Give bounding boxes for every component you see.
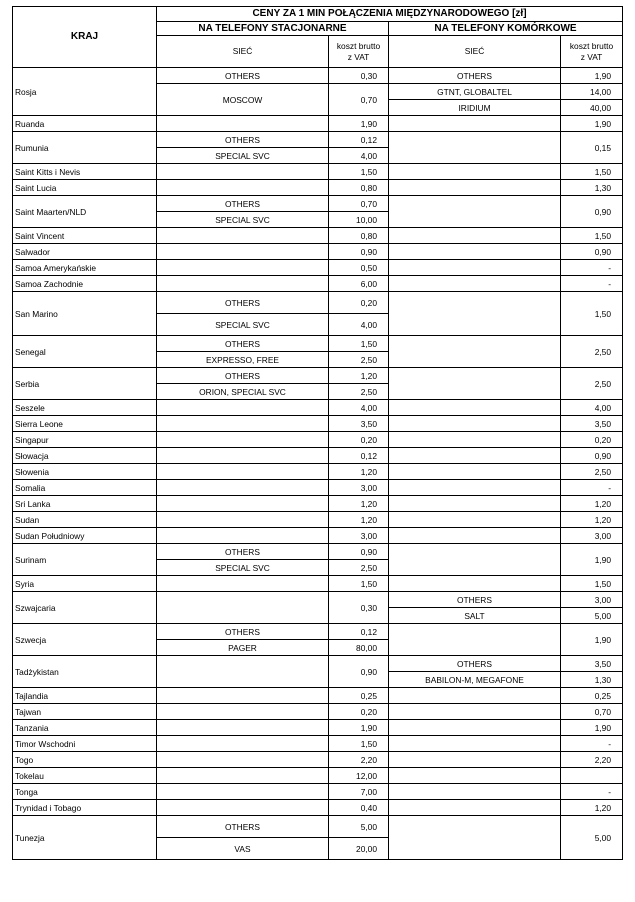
mobile-price: 3,00 (561, 592, 623, 608)
mobile-price: - (561, 736, 623, 752)
landline-price: 1,20 (329, 496, 389, 512)
landline-price: 0,30 (329, 592, 389, 624)
landline-network: SPECIAL SVC (157, 314, 329, 336)
mobile-price: 2,50 (561, 464, 623, 480)
mobile-network (389, 400, 561, 416)
mobile-price: 40,00 (561, 100, 623, 116)
landline-price: 0,25 (329, 688, 389, 704)
table-row (13, 720, 623, 736)
mobile-network (389, 260, 561, 276)
country-name: Surinam (13, 544, 157, 576)
mobile-price: 0,90 (561, 244, 623, 260)
landline-network: SPECIAL SVC (157, 560, 329, 576)
mobile-price: 2,50 (561, 336, 623, 368)
landline-price: 2,50 (329, 560, 389, 576)
landline-network (157, 116, 329, 132)
landline-price: 6,00 (329, 276, 389, 292)
country-name: Salwador (13, 244, 157, 260)
landline-network (157, 260, 329, 276)
landline-price: 7,00 (329, 784, 389, 800)
table-row (13, 768, 623, 784)
country-name: Syria (13, 576, 157, 592)
landline-network (157, 512, 329, 528)
mobile-network (389, 368, 561, 400)
country-name: Saint Kitts i Nevis (13, 164, 157, 180)
mobile-price: 0,70 (561, 704, 623, 720)
landline-network (157, 228, 329, 244)
mobile-network (389, 132, 561, 164)
mobile-network (389, 528, 561, 544)
mobile-header: NA TELEFONY KOMÓRKOWE (389, 22, 623, 36)
mobile-network (389, 228, 561, 244)
mobile-price: 1,20 (561, 512, 623, 528)
mobile-network (389, 292, 561, 336)
country-name: Trynidad i Tobago (13, 800, 157, 816)
landline-network (157, 400, 329, 416)
table-row (13, 164, 623, 180)
mobile-network (389, 544, 561, 576)
table-row (13, 416, 623, 432)
landline-network: OTHERS (157, 132, 329, 148)
table-row (13, 180, 623, 196)
mobile-network (389, 480, 561, 496)
table-row (13, 800, 623, 816)
landline-network: OTHERS (157, 68, 329, 84)
mobile-price: 1,30 (561, 672, 623, 688)
landline-network-header: SIEĆ (157, 36, 329, 68)
landline-network: OTHERS (157, 624, 329, 640)
mobile-network (389, 164, 561, 180)
landline-network: EXPRESSO, FREE (157, 352, 329, 368)
table-row (13, 496, 623, 512)
mobile-network (389, 336, 561, 368)
landline-price: 0,30 (329, 68, 389, 84)
landline-network: SPECIAL SVC (157, 148, 329, 164)
country-name: Seszele (13, 400, 157, 416)
mobile-network: OTHERS (389, 68, 561, 84)
mobile-price: 4,00 (561, 400, 623, 416)
mobile-network (389, 448, 561, 464)
landline-network (157, 768, 329, 784)
landline-price: 3,50 (329, 416, 389, 432)
landline-price: 1,90 (329, 720, 389, 736)
landline-price: 1,20 (329, 464, 389, 480)
landline-network (157, 464, 329, 480)
country-name: Sri Lanka (13, 496, 157, 512)
country-column-header: KRAJ (13, 7, 157, 68)
mobile-price: 0,20 (561, 432, 623, 448)
mobile-price: - (561, 480, 623, 496)
landline-network: OTHERS (157, 544, 329, 560)
table-row (13, 544, 623, 560)
landline-price: 2,50 (329, 352, 389, 368)
mobile-network (389, 496, 561, 512)
mobile-network: BABILON-M, MEGAFONE (389, 672, 561, 688)
landline-price: 5,00 (329, 816, 389, 838)
table-row (13, 132, 623, 148)
landline-price: 0,80 (329, 228, 389, 244)
landline-price: 4,00 (329, 400, 389, 416)
mobile-price: - (561, 784, 623, 800)
mobile-price: 0,90 (561, 196, 623, 228)
mobile-network (389, 244, 561, 260)
table-row (13, 260, 623, 276)
mobile-price: 3,50 (561, 656, 623, 672)
mobile-network (389, 768, 561, 784)
mobile-price: 5,00 (561, 816, 623, 860)
country-name: San Marino (13, 292, 157, 336)
country-name: Sudan Południowy (13, 528, 157, 544)
mobile-network (389, 800, 561, 816)
landline-network: ORION, SPECIAL SVC (157, 384, 329, 400)
mobile-price: 3,00 (561, 528, 623, 544)
table-row (13, 400, 623, 416)
mobile-price: 1,20 (561, 800, 623, 816)
mobile-price: 0,15 (561, 132, 623, 164)
mobile-network (389, 576, 561, 592)
country-name: Słowacja (13, 448, 157, 464)
landline-price: 0,12 (329, 624, 389, 640)
table-row (13, 592, 623, 608)
mobile-network (389, 116, 561, 132)
landline-price: 1,50 (329, 164, 389, 180)
mobile-network (389, 736, 561, 752)
table-row (13, 704, 623, 720)
country-name: Samoa Amerykańskie (13, 260, 157, 276)
mobile-network: SALT (389, 608, 561, 624)
mobile-price: 3,50 (561, 416, 623, 432)
landline-price: 2,20 (329, 752, 389, 768)
country-name: Saint Vincent (13, 228, 157, 244)
landline-price: 1,50 (329, 736, 389, 752)
table-row (13, 276, 623, 292)
country-name: Tanzania (13, 720, 157, 736)
mobile-network (389, 752, 561, 768)
landline-network (157, 480, 329, 496)
country-name: Saint Lucia (13, 180, 157, 196)
landline-price: 0,20 (329, 432, 389, 448)
landline-price: 1,90 (329, 116, 389, 132)
table-row (13, 464, 623, 480)
mobile-cost-header: koszt brutto z VAT (561, 36, 623, 68)
landline-network (157, 576, 329, 592)
landline-network (157, 180, 329, 196)
country-name: Tadżykistan (13, 656, 157, 688)
landline-network (157, 276, 329, 292)
mobile-network (389, 784, 561, 800)
landline-header: NA TELEFONY STACJONARNE (157, 22, 389, 36)
landline-network (157, 656, 329, 688)
mobile-price: 5,00 (561, 608, 623, 624)
landline-price: 1,50 (329, 336, 389, 352)
landline-price: 0,90 (329, 544, 389, 560)
mobile-network: OTHERS (389, 656, 561, 672)
landline-price: 0,20 (329, 704, 389, 720)
landline-price: 0,50 (329, 260, 389, 276)
mobile-price: 1,20 (561, 496, 623, 512)
mobile-price: 0,90 (561, 448, 623, 464)
country-name: Somalia (13, 480, 157, 496)
table-row (13, 244, 623, 260)
country-name: Tunezja (13, 816, 157, 860)
landline-price: 4,00 (329, 148, 389, 164)
table-row (13, 752, 623, 768)
table-row (13, 736, 623, 752)
table-row (13, 228, 623, 244)
landline-network (157, 164, 329, 180)
country-name: Szwajcaria (13, 592, 157, 624)
landline-price: 0,40 (329, 800, 389, 816)
landline-network: OTHERS (157, 816, 329, 838)
landline-network (157, 416, 329, 432)
landline-network (157, 528, 329, 544)
mobile-network (389, 432, 561, 448)
landline-cost-header: koszt brutto z VAT (329, 36, 389, 68)
landline-network (157, 244, 329, 260)
landline-network (157, 720, 329, 736)
country-name: Ruanda (13, 116, 157, 132)
country-name: Tajlandia (13, 688, 157, 704)
country-name: Senegal (13, 336, 157, 368)
country-name: Tonga (13, 784, 157, 800)
landline-network (157, 448, 329, 464)
landline-price: 80,00 (329, 640, 389, 656)
table-row (13, 816, 623, 838)
landline-network (157, 704, 329, 720)
landline-price: 1,50 (329, 576, 389, 592)
landline-network: MOSCOW (157, 84, 329, 116)
landline-network (157, 432, 329, 448)
table-row (13, 116, 623, 132)
country-name: Rosja (13, 68, 157, 116)
landline-network (157, 752, 329, 768)
table-row (13, 624, 623, 640)
table-row (13, 68, 623, 84)
table-row (13, 784, 623, 800)
mobile-price: 1,50 (561, 576, 623, 592)
country-name: Rumunia (13, 132, 157, 164)
country-name: Słowenia (13, 464, 157, 480)
mobile-network: GTNT, GLOBALTEL (389, 84, 561, 100)
country-name: Tajwan (13, 704, 157, 720)
landline-price: 0,70 (329, 84, 389, 116)
landline-price: 3,00 (329, 480, 389, 496)
landline-network: PAGER (157, 640, 329, 656)
landline-price: 2,50 (329, 384, 389, 400)
mobile-price: 1,90 (561, 720, 623, 736)
landline-network (157, 800, 329, 816)
country-name: Tokelau (13, 768, 157, 784)
mobile-network (389, 180, 561, 196)
landline-price: 0,12 (329, 132, 389, 148)
landline-network: VAS (157, 838, 329, 860)
mobile-price: 0,25 (561, 688, 623, 704)
country-name: Serbia (13, 368, 157, 400)
mobile-network (389, 704, 561, 720)
mobile-price: 1,50 (561, 164, 623, 180)
table-row (13, 688, 623, 704)
landline-network (157, 784, 329, 800)
country-name: Szwecja (13, 624, 157, 656)
landline-network: OTHERS (157, 336, 329, 352)
landline-price: 20,00 (329, 838, 389, 860)
mobile-price: 1,50 (561, 292, 623, 336)
mobile-network (389, 688, 561, 704)
country-name: Timor Wschodni (13, 736, 157, 752)
mobile-network (389, 816, 561, 860)
mobile-network: OTHERS (389, 592, 561, 608)
country-name: Singapur (13, 432, 157, 448)
mobile-price: - (561, 276, 623, 292)
country-name: Saint Maarten/NLD (13, 196, 157, 228)
landline-network (157, 688, 329, 704)
landline-price: 0,12 (329, 448, 389, 464)
landline-price: 0,80 (329, 180, 389, 196)
table-row (13, 336, 623, 352)
mobile-price: 1,90 (561, 68, 623, 84)
landline-price: 0,90 (329, 656, 389, 688)
landline-network (157, 496, 329, 512)
country-name: Samoa Zachodnie (13, 276, 157, 292)
table-row (13, 368, 623, 384)
mobile-network-header: SIEĆ (389, 36, 561, 68)
mobile-price: 2,20 (561, 752, 623, 768)
table-row (13, 528, 623, 544)
landline-network: SPECIAL SVC (157, 212, 329, 228)
mobile-network: IRIDIUM (389, 100, 561, 116)
table-row (13, 656, 623, 672)
mobile-network (389, 276, 561, 292)
landline-network: OTHERS (157, 196, 329, 212)
table-row (13, 448, 623, 464)
table-row (13, 292, 623, 314)
price-sheet (12, 6, 623, 860)
mobile-price (561, 768, 623, 784)
landline-price: 4,00 (329, 314, 389, 336)
mobile-price: 1,50 (561, 228, 623, 244)
landline-price: 3,00 (329, 528, 389, 544)
table-row (13, 480, 623, 496)
table-row (13, 512, 623, 528)
landline-price: 0,70 (329, 196, 389, 212)
mobile-price: 14,00 (561, 84, 623, 100)
landline-network: OTHERS (157, 292, 329, 314)
country-name: Sudan (13, 512, 157, 528)
landline-price: 0,20 (329, 292, 389, 314)
mobile-price: 1,30 (561, 180, 623, 196)
country-name: Togo (13, 752, 157, 768)
mobile-price: 1,90 (561, 544, 623, 576)
country-name: Sierra Leone (13, 416, 157, 432)
mobile-price: 1,90 (561, 624, 623, 656)
mobile-network (389, 416, 561, 432)
table-row (13, 576, 623, 592)
landline-price: 12,00 (329, 768, 389, 784)
mobile-network (389, 512, 561, 528)
mobile-price: 2,50 (561, 368, 623, 400)
mobile-network (389, 464, 561, 480)
table-row (13, 196, 623, 212)
table-row (13, 432, 623, 448)
landline-network (157, 592, 329, 624)
table-title: CENY ZA 1 MIN POŁĄCZENIA MIĘDZYNARODOWEGO [zł] (157, 7, 623, 22)
mobile-price: 1,90 (561, 116, 623, 132)
mobile-price: - (561, 260, 623, 276)
mobile-network (389, 624, 561, 656)
landline-network: OTHERS (157, 368, 329, 384)
price-table (12, 6, 623, 860)
landline-price: 0,90 (329, 244, 389, 260)
landline-price: 1,20 (329, 368, 389, 384)
mobile-network (389, 720, 561, 736)
landline-price: 10,00 (329, 212, 389, 228)
landline-price: 1,20 (329, 512, 389, 528)
mobile-network (389, 196, 561, 228)
landline-network (157, 736, 329, 752)
